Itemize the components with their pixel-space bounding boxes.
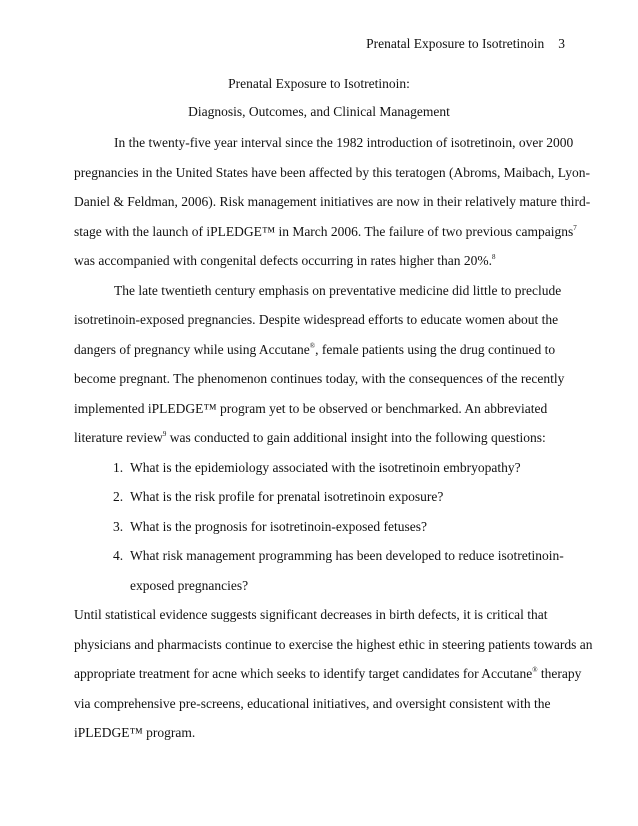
text-line: Until statistical evidence suggests significant decreases in birth defects, it is critical that <box>74 607 548 622</box>
list-item <box>74 541 569 600</box>
paragraph-intro <box>74 128 591 276</box>
list-item-continuation: exposed pregnancies? <box>130 577 249 593</box>
questions-list <box>74 453 569 601</box>
text-line: become pregnant. The phenomenon continues today, with the consequences of the recently <box>74 371 565 386</box>
text-line: isotretinoin-exposed pregnancies. Despite widespread efforts to educate women about the <box>74 312 559 327</box>
paragraph-background <box>74 276 569 453</box>
text-line: Daniel & Feldman, 2006). Risk management initiatives are now in their relatively mature third- <box>74 194 591 209</box>
registered-mark: ® <box>532 666 538 674</box>
list-item-text: What is the risk profile for prenatal isotretinoin exposure? <box>130 489 444 504</box>
list-number: 2. <box>113 489 124 504</box>
list-item <box>74 512 569 542</box>
text-span: appropriate treatment for acne which seeks to identify target candidates for Accutane <box>74 666 533 681</box>
list-item-text: What is the prognosis for isotretinoin-exposed fetuses? <box>130 518 427 534</box>
text-span: , female patients using the drug continued to <box>315 341 556 357</box>
list-item <box>74 482 569 512</box>
text-line: physicians and pharmacists continue to exercise the highest ethic in steering patients towards an <box>74 636 593 652</box>
footnote-ref: 9 <box>162 430 167 438</box>
footnote-ref: 8 <box>491 253 496 261</box>
list-item-text: What risk management programming has been developed to reduce isotretinoin- <box>130 548 564 563</box>
text-line <box>74 659 582 689</box>
footnote-ref: 7 <box>573 223 577 232</box>
text-span: was accompanied with congenital defects occurring in rates higher than 20%. <box>74 253 492 268</box>
text-line <box>74 335 569 365</box>
list-item <box>74 453 569 483</box>
list-number: 4. <box>113 548 124 563</box>
text-span: was conducted to gain additional insight into the following questions: <box>166 430 546 445</box>
text-line <box>74 217 577 247</box>
text-span: therapy <box>537 666 582 681</box>
page-title: Prenatal Exposure to Isotretinoin: <box>228 76 410 91</box>
list-number: 3. <box>113 518 124 534</box>
list-item-text: What is the epidemiology associated with the isotretinoin embryopathy? <box>130 459 521 475</box>
text-line <box>74 246 569 276</box>
text-line <box>74 423 569 453</box>
text-line: iPLEDGE™ program. <box>74 725 196 740</box>
text-line: via comprehensive pre-screens, educational initiatives, and oversight consistent with the <box>74 695 551 711</box>
text-span: literature review <box>74 430 163 445</box>
body-text <box>74 128 593 748</box>
text-line: pregnancies in the United States have been affected by this teratogen (Abroms, Maibach, Lyon- <box>74 164 590 180</box>
page-subtitle: Diagnosis, Outcomes, and Clinical Management <box>188 104 450 119</box>
text-line: The late twentieth century emphasis on preventative medicine did little to preclude <box>114 282 562 298</box>
page-number: 3 <box>558 36 565 51</box>
registered-mark: ® <box>309 341 316 350</box>
text-span: stage with the launch of iPLEDGE™ in March 2006. The failure of two previous campaigns <box>74 223 574 239</box>
paragraph-conclusion <box>74 600 593 748</box>
text-line: implemented iPLEDGE™ program yet to be observed or benchmarked. An abbreviated <box>74 400 548 416</box>
running-head <box>366 36 565 52</box>
text-line: In the twenty-five year interval since the 1982 introduction of isotretinoin, over 2000 <box>114 135 574 150</box>
text-span: dangers of pregnancy while using Accutane <box>74 341 310 357</box>
list-number: 1. <box>113 459 124 475</box>
running-title: Prenatal Exposure to Isotretinoin <box>366 36 545 51</box>
